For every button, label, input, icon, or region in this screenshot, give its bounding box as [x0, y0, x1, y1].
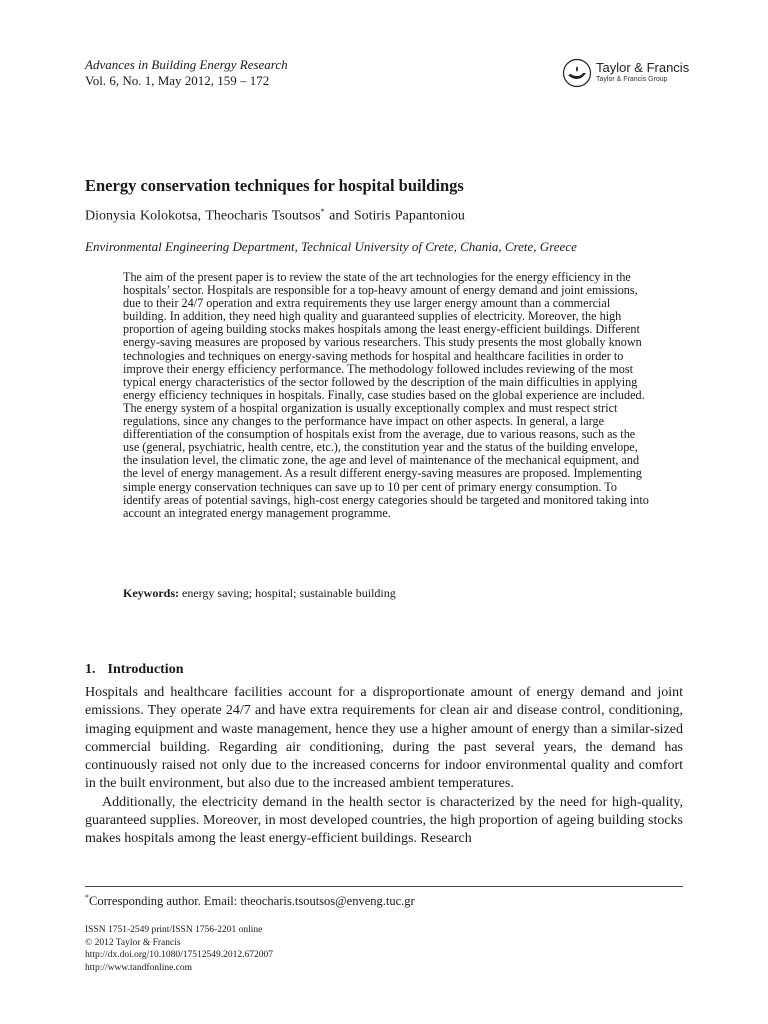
- journal-name: Advances in Building Energy Research: [85, 57, 288, 72]
- doi-link[interactable]: http://dx.doi.org/10.1080/17512549.2012.672007: [85, 950, 273, 960]
- publisher-logo: [562, 58, 712, 88]
- author-list: [85, 207, 465, 225]
- author-name: Theocharis Tsoutsos: [205, 208, 321, 224]
- footnote-mark: *: [85, 893, 89, 902]
- section-number: 1.: [85, 662, 96, 677]
- publisher-name: Taylor & Francis: [596, 60, 690, 75]
- section-body: [85, 684, 683, 849]
- issn: ISSN 1751-2549 print/ISSN 1756-2201 online: [85, 925, 263, 935]
- body-paragraph: Additionally, the electricity demand in the health sector is characterized by the need for high-quality, guaranteed supplies. Moreover, in most developed countries, the high proportion of ageing building stocks makes hospitals among the least energy-efficient buildings. Research: [85, 794, 683, 847]
- journal-info: [85, 57, 288, 89]
- publisher-group: Taylor & Francis Group: [596, 76, 668, 83]
- footnote-divider: [85, 886, 683, 887]
- article-title: Energy conservation techniques for hospital buildings: [85, 176, 464, 195]
- journal-citation: Vol. 6, No. 1, May 2012, 159 – 172: [85, 73, 270, 88]
- author-name: Dionysia Kolokotsa,: [85, 208, 202, 224]
- publisher-url[interactable]: http://www.tandfonline.com: [85, 962, 193, 973]
- keywords-label: Keywords:: [123, 586, 179, 600]
- section-heading: [85, 662, 183, 678]
- corresponding-mark: *: [320, 207, 325, 216]
- affiliation: Environmental Engineering Department, Technical University of Crete, Chania, Crete, Greece: [85, 239, 577, 254]
- lamp-icon: [562, 58, 592, 88]
- footnote: [85, 893, 415, 909]
- publication-info: [85, 924, 273, 974]
- section-title: Introduction: [107, 662, 184, 677]
- author-separator: and: [329, 208, 350, 224]
- keywords-list: energy saving; hospital; sustainable building: [182, 586, 396, 600]
- copyright: © 2012 Taylor & Francis: [85, 937, 181, 948]
- keywords: [123, 586, 396, 601]
- author-name: Sotiris Papantoniou: [353, 208, 465, 224]
- abstract-text: The aim of the present paper is to review the state of the art technologies for the energy efficiency in the hospitals’ sector. Hospitals are responsible for a top-heavy amount of energy demand and joint emissions, due to their 24/7 operation and extra requirements they use larger energy amount than a commercial building. In addition, they need high quality and guaranteed supplies of electricity. Moreover, the high proportion of ageing building stocks makes hospitals among the least energy-efficient buildings. Different energy-saving measures are proposed by various researchers. This study presents the most globally known technologies and techniques on energy-saving methods for hospital and healthcare facilities in order to improve their energy efficiency performance. The methodology followed includes reviewing of the most typical energy characteristics of the sector followed by the description of the main difficulties in applying energy efficiency techniques in hospitals. Finally, case studies based on the global experience are included. The energy system of a hospital organization is usually exceptionally complex and must respect strict regulations, since any changes to the performance have impact on other aspects. In general, a large differentiation of the consumption of hospitals exist from the average, due to various reasons, such as the use (general, psychiatric, health centre, etc.), the constitution year and the status of the building envelope, the insulation level, the climatic zone, the age and level of maintenance of the mechanical equipment, and the level of energy management. As a result different energy-saving measures are proposed. Implementing simple energy conservation techniques can save up to 10 per cent of primary energy consumption. To identify areas of potential savings, high-cost energy categories should be targeted and monitored taking into account an integrated energy management programme.: [123, 270, 649, 520]
- body-paragraph: Hospitals and healthcare facilities account for a disproportionate amount of energy demand and joint emissions. They operate 24/7 and have extra requirements for clean air and disease control, conditioning, imaging equipment and waste management, hence they use a higher amount of energy than a similar-sized commercial building. Regarding air conditioning, during the past several years, the demand has continuously raised not only due to the increased concerns for indoor environmental quality and comfort in the built environment, but also due to the increased ambient temperatures.: [85, 685, 683, 792]
- footnote-text: Corresponding author. Email: theocharis.tsoutsos@enveng.tuc.gr: [89, 894, 415, 909]
